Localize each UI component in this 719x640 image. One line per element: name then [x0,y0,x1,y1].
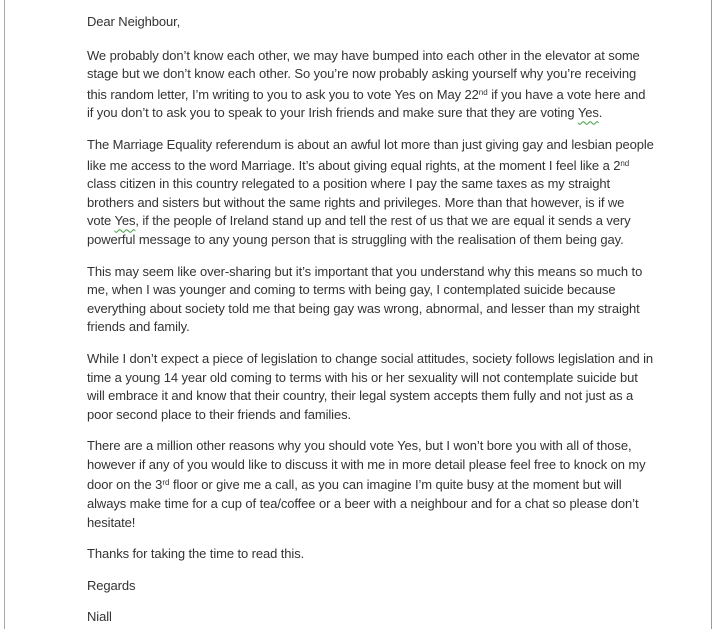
letter-text: if you don’t to ask you to speak to your Irish friends and make sure that they are voting [87,105,578,121]
letter-line [87,387,665,406]
letter-text: vote [87,213,115,229]
letter-paragraph [87,136,665,250]
letter-line [87,175,665,194]
letter-paragraph [87,437,665,532]
letter-line [87,318,665,337]
letter-text: brothers and sisters but without the same rights and privileges. More than that however, is if we [87,194,625,210]
letter-line [87,155,665,176]
letter-line [87,406,665,425]
letter-text: We probably don’t know each other, we may have bumped into each other in the elevator at some [87,47,640,63]
letter-line [87,47,665,66]
salutation: Dear Neighbour, [87,14,181,29]
letter-line [87,263,665,282]
letter-text: me, when I was younger and coming to terms with being gay, I contemplated suicide because [87,282,616,298]
letter-line [87,495,665,514]
letter-text: poor second place to their friends and families. [87,406,352,422]
signature: Niall [87,609,112,625]
letter-paragraph [87,263,665,337]
letter-text: There are a million other reasons why you should vote Yes, but I won’t bore you with all of those, [87,438,632,454]
letter-text: . [598,105,603,121]
letter-text: time a young 14 year old coming to terms with his or her sexuality will not contemplate suicide but [87,369,638,385]
letter-line [87,456,665,475]
superscript-text: rd [162,478,170,488]
letter-line [87,350,665,369]
letter-text: will embrace it and know that their country, their legal system accepts them fully and not just as a [87,388,634,404]
spellcheck-underlined-word: Yes [577,105,599,121]
letter-paragraph [87,350,665,424]
letter-line [87,212,665,231]
letter-text: While I don’t expect a piece of legislation to change social attitudes, society follows legislation and in [87,350,654,366]
letter-line [87,514,665,533]
letter-text: however if any of you would like to discuss it with me in more detail please feel free to knock on my [87,456,646,472]
letter-text: door on the 3 [87,477,163,493]
letter-paragraph [87,47,665,123]
letter-text: friends and family. [87,319,190,335]
closing-line: Thanks for taking the time to read this. [87,546,305,562]
letter-text: floor or give me a call, as you can imagine I’m quite busy at the moment but will [169,477,622,493]
letter-text: like me access to the word Marriage. It’s about giving equal rights, at the moment I feel like a 2 [87,157,621,173]
letter-text: hesitate! [87,514,136,530]
superscript-text: nd [478,87,488,97]
letter-line [87,65,665,84]
letter-line [87,104,665,123]
letter-line [87,136,665,155]
letter-text: , if the people of Ireland stand up and tell the rest of us that we are equal it sends a very [135,213,631,229]
letter-text: always make time for a cup of tea/coffee or a beer with a neighbour and for a chat so please don’t [87,496,639,512]
letter-line [87,231,665,250]
letter-line [87,281,665,300]
letter-line [87,194,665,213]
letter-text: class citizen in this country relegated to a position where I pay the same taxes as my straight [87,176,611,192]
letter-text: this random letter, I’m writing to you to ask you to vote Yes on May 22 [87,86,479,102]
letter-text: everything about society told me that being gay was wrong, abnormal, and lesser than my straight [87,300,640,316]
letter-text: stage but we don’t know each other. So you’re now probably asking yourself why you’re receiving [87,66,637,82]
letter-text: powerful message to any young person that is struggling with the realisation of them being gay. [87,231,624,247]
letter-line [87,474,665,495]
letter-content [87,13,665,640]
letter-text: if you have a vote here and [487,86,646,102]
letter-line [87,369,665,388]
letter-text: This may seem like over-sharing but it’s important that you understand why this means so much to [87,263,643,279]
letter-text: The Marriage Equality referendum is about an awful lot more than just giving gay and lesbian people [87,136,654,152]
letter-line [87,300,665,319]
letter-paragraphs [87,47,665,533]
letter-line [87,84,665,105]
letter-line [87,437,665,456]
spellcheck-underlined-word: Yes [114,213,136,229]
signoff: Regards [87,577,136,593]
superscript-text: nd [620,158,630,168]
